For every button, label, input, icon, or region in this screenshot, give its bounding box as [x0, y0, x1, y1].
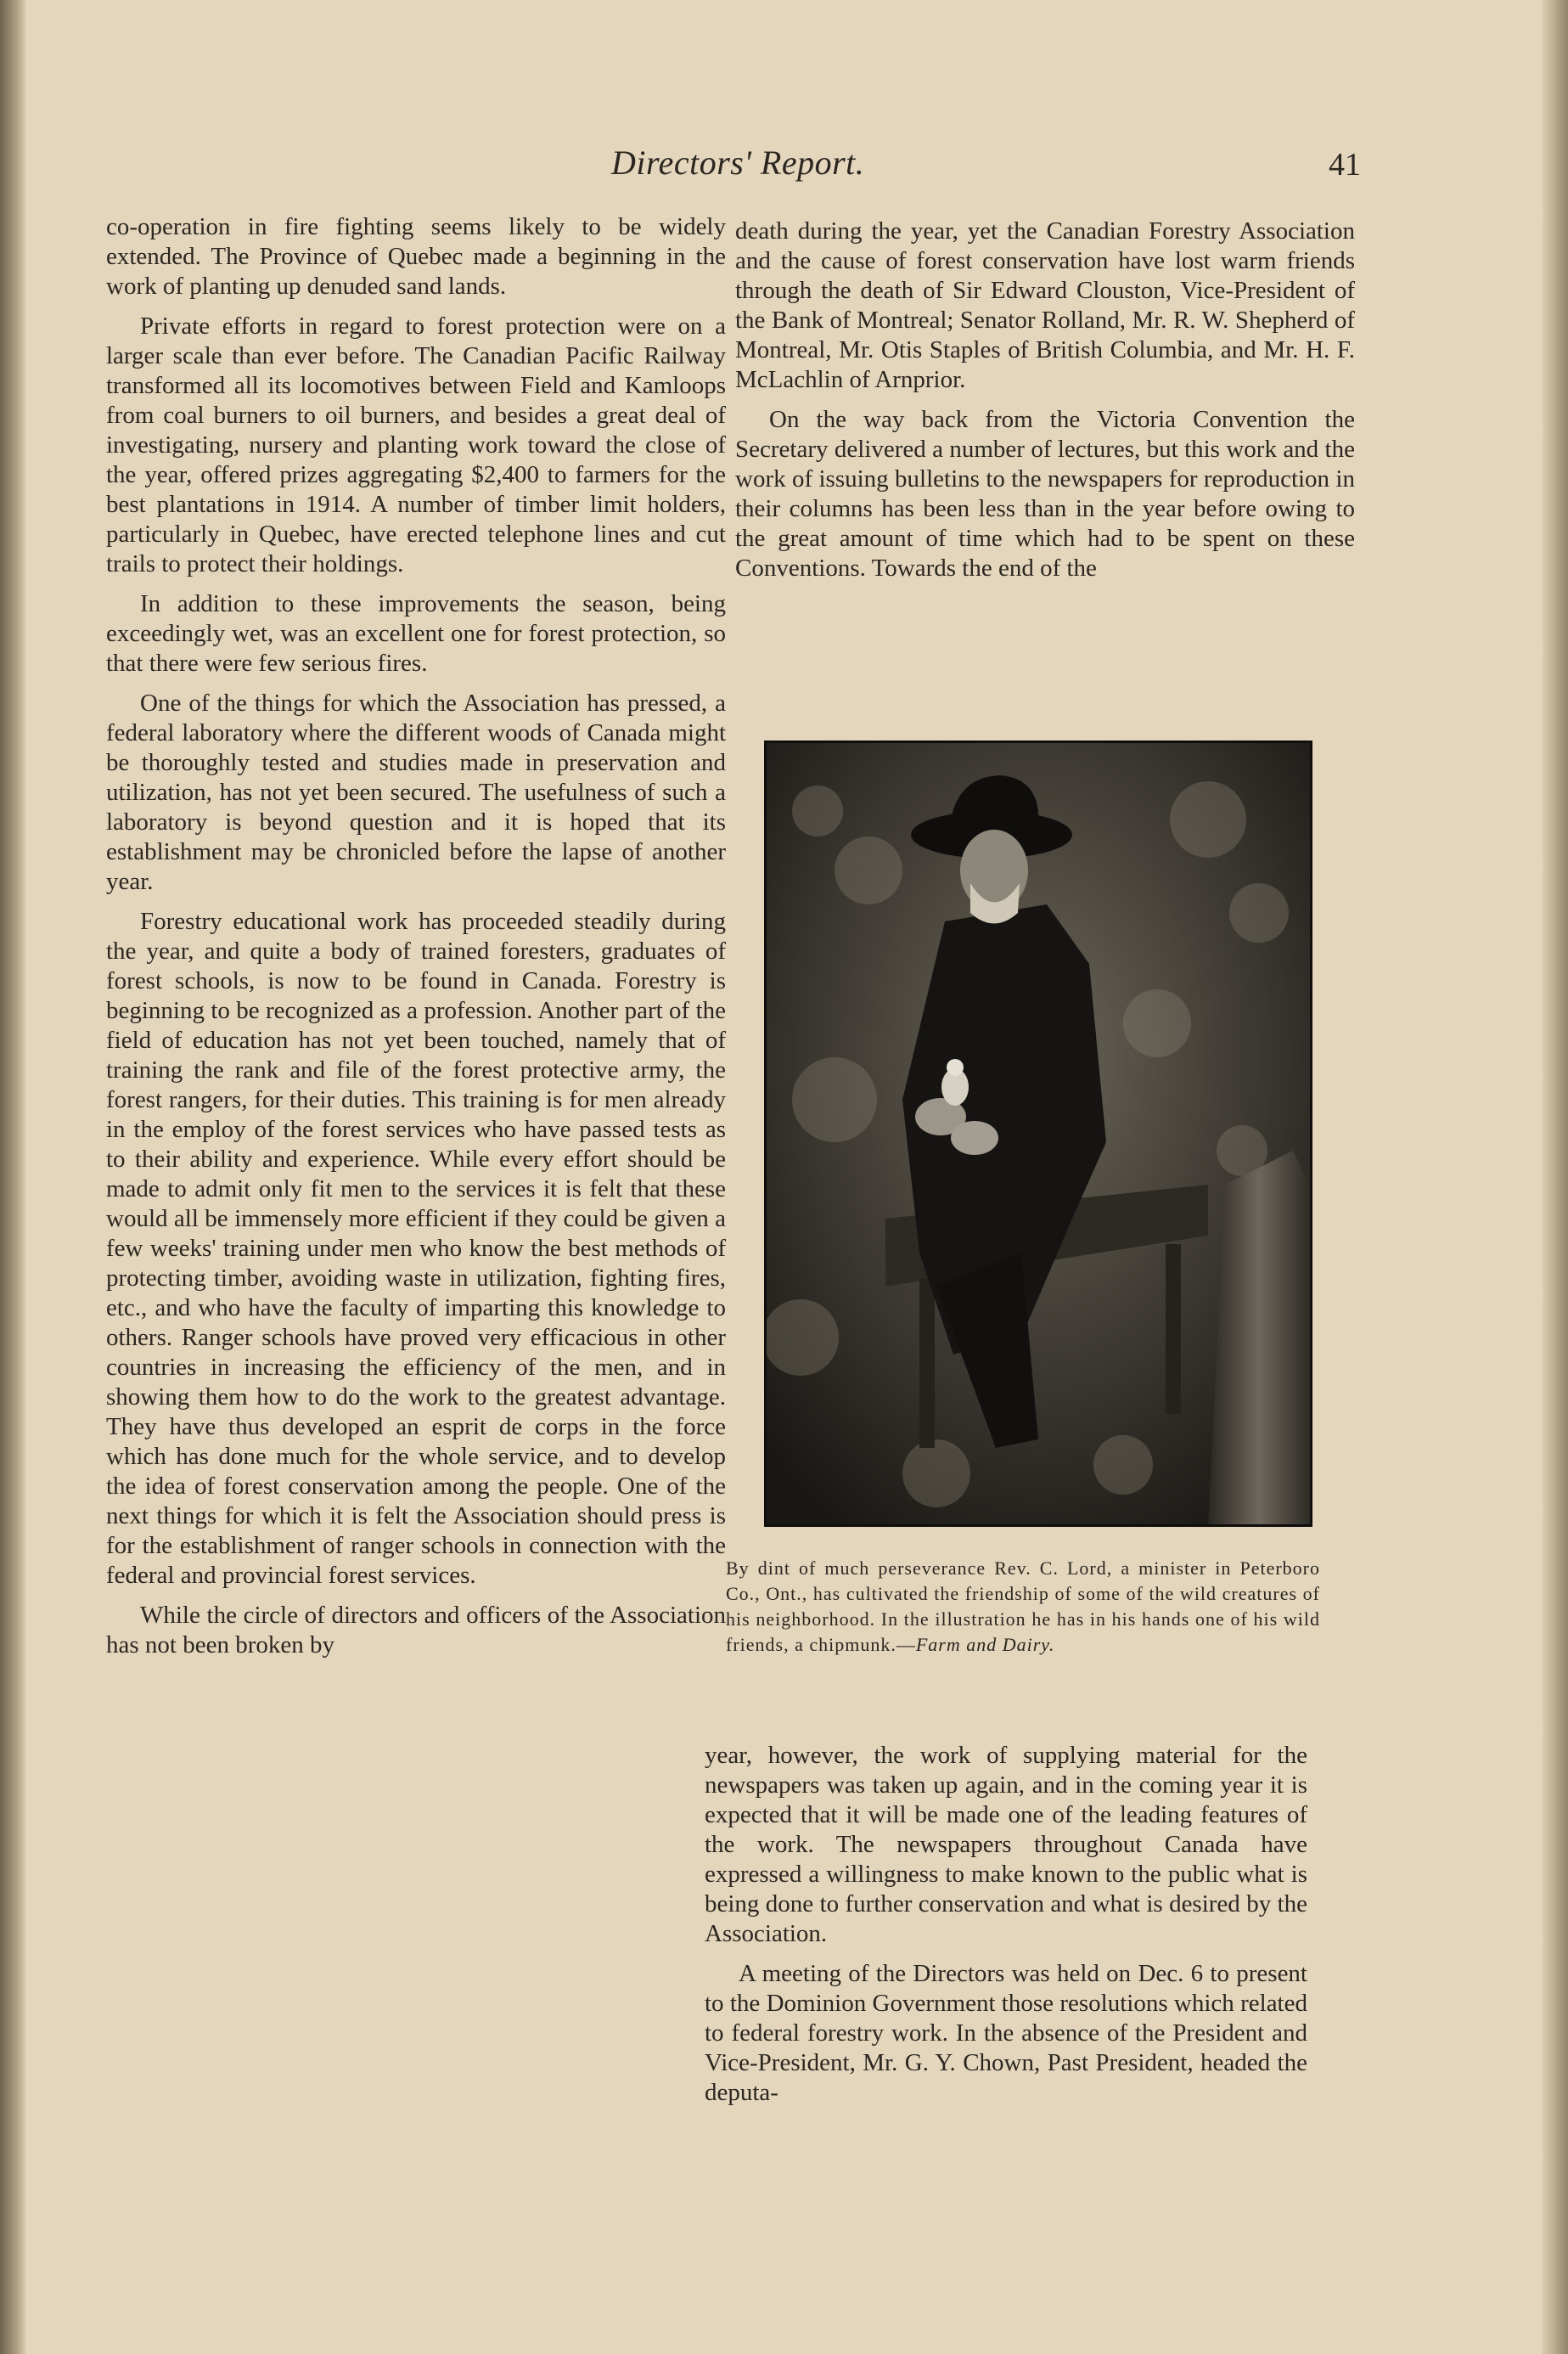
paragraph: A meeting of the Directors was held on Dec. 6 to present to the Dominion Government those resolutions which related to federal forestry work. In the absence of the President and Vice-President, Mr. G. Y. Chown, Past President, headed the deputa- — [705, 1960, 1307, 2106]
caption-text: By dint of much perseverance Rev. C. Lord, a minister in Peterboro Co., Ont., has cultivated the friendship of some of the wild creatures of his neighborhood. In the illustration he has in his hands one of his wild friends, a chipmunk.— — [726, 1557, 1320, 1655]
paragraph: In addition to these improvements the season, being exceedingly wet, was an excellent one for forest protection, so that there were few serious fires. — [106, 590, 726, 677]
page-number: 41 — [1329, 147, 1361, 183]
photograph-image — [767, 743, 1310, 1524]
photograph-minister-with-chipmunk — [764, 741, 1312, 1527]
left-column — [106, 212, 726, 1670]
paragraph: On the way back from the Victoria Convention the Secretary delivered a number of lectures, but this work and the work of issuing bulletins to the newspapers for reproduction in their columns has been less than in the year before owing to the great amount of time which had to be spent on these Conventions. Towards the end of the — [735, 406, 1355, 582]
paragraph: While the circle of directors and officers of the Association has not been broken by — [106, 1602, 726, 1658]
paragraph: Private efforts in regard to forest protection were on a larger scale than ever before. The Canadian Pacific Railway transformed all its locomotives between Field and Kamloops from coal burners to oil burners, and besides a great deal of investigating, nursery and planting work toward the close of the year, offered prizes aggregating $2,400 to farmers for the best plantations in 1914. A number of timber limit holders, particularly in Quebec, have erected telephone lines and cut trails to protect their holdings. — [106, 313, 726, 577]
paragraph: year, however, the work of supplying material for the newspapers was taken up again, and in the coming year it is expected that it will be made one of the leading features of the work. The newspapers throughout Canada have expressed a willingness to make known to the public what is being done to further conservation and what is desired by the Association. — [705, 1742, 1307, 1947]
paragraph: death during the year, yet the Canadian Forestry Association and the cause of forest conservation have lost warm friends through the death of Sir Edward Clouston, Vice-President of the Bank of Montreal; Senator Rolland, Mr. R. W. Shepherd of Montreal, Mr. Otis Staples of British Columbia, and Mr. H. F. McLachlin of Arnprior. — [735, 217, 1355, 393]
binding-gutter — [0, 0, 25, 2354]
running-title: Directors' Report. — [611, 144, 865, 182]
right-column-bottom — [705, 1741, 1307, 2118]
page-edge — [1543, 0, 1568, 2354]
paragraph: Forestry educational work has proceeded steadily during the year, and quite a body of trained foresters, graduates of forest schools, is now to be found in Canada. Forestry is beginning to be recognized as a profession. Another part of the field of education has not yet been touched, namely that of training the rank and file of the forest protective army, the forest rangers, for their duties. This training is for men already in the employ of the forest services who have passed tests as to their ability and experience. While every effort should be made to admit only fit men to the services it is felt that these would all be immensely more efficient if they could be given a few weeks' training under men who know the best methods of protecting timber, avoiding waste in utilization, fighting fires, etc., and who have the faculty of imparting this knowledge to others. Ranger schools have proved very efficacious in other countries in increasing the efficiency of the men, and in showing them how to do the work to the greatest advantage. They have thus developed an esprit de corps in the force which has done much for the whole service, and to develop the idea of forest conservation among the people. One of the next things for which it is felt the Association should press is for the establishment of ranger schools in connection with the federal and provincial forest services. — [106, 908, 726, 1589]
figure-caption — [726, 1556, 1320, 1658]
paragraph: One of the things for which the Association has pressed, a federal laboratory where the different woods of Canada might be thoroughly tested and studies made in preservation and utilization, has not yet been secured. The usefulness of such a laboratory is beyond question and it is hoped that its establishment may be chronicled before the lapse of another year. — [106, 690, 726, 895]
paragraph: co-operation in fire fighting seems likely to be widely extended. The Province of Quebec made a beginning in the work of planting up denuded sand lands. — [106, 213, 726, 300]
caption-source: Farm and Dairy. — [915, 1634, 1055, 1655]
right-column-top — [735, 217, 1355, 594]
book-page — [25, 0, 1543, 2354]
